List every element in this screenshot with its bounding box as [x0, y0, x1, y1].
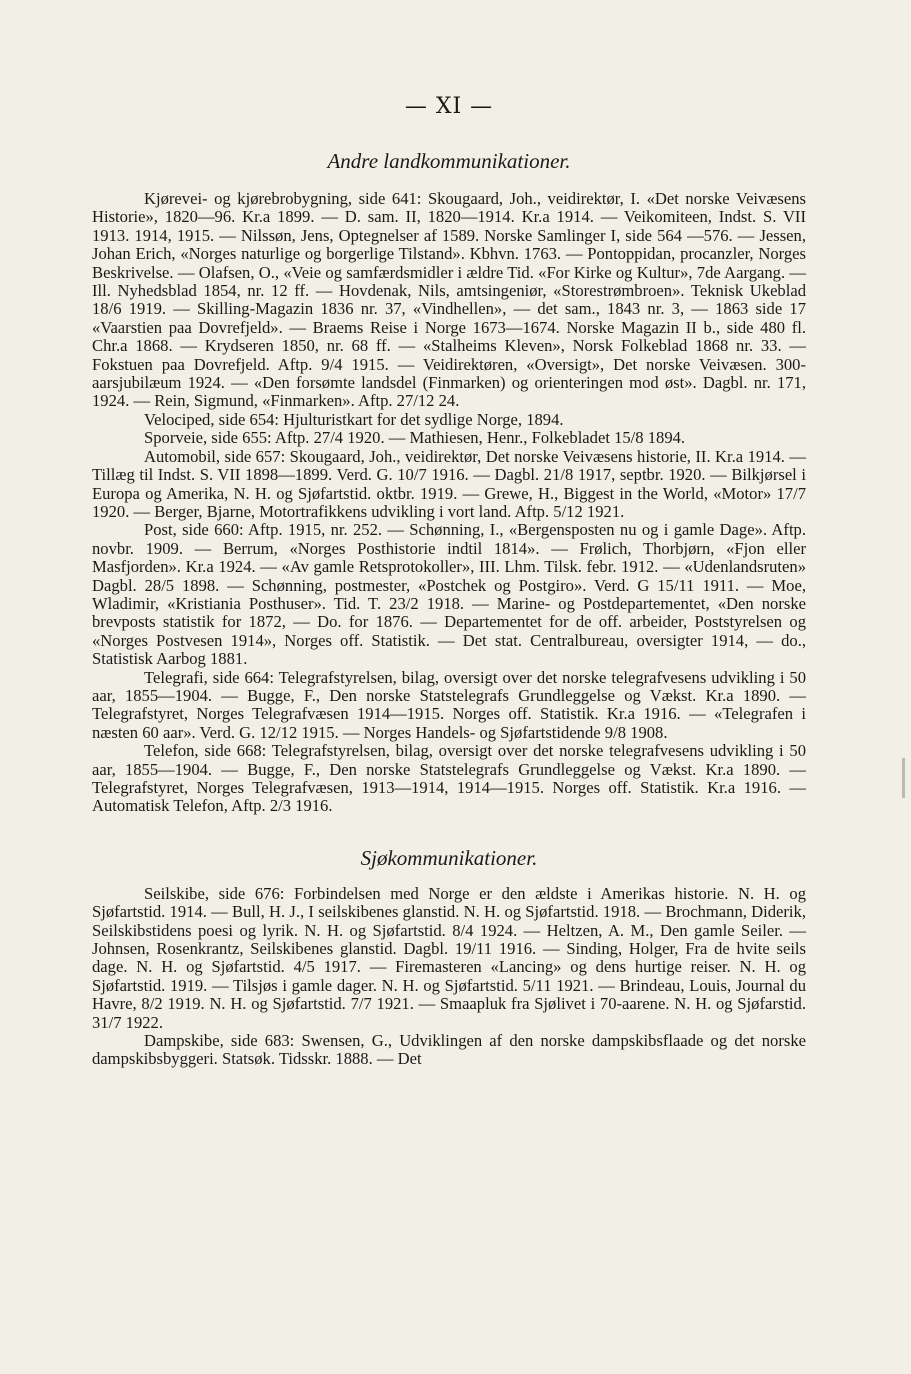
paragraph-dampskibe: Dampskibe, side 683: Swensen, G., Udviklingen af den norske dampskibsflaade og det norske dampskibsbyggeri. Statsøk. Tidsskr. 1888. — Det [92, 1031, 806, 1069]
paragraph-post: Post, side 660: Aftp. 1915, nr. 252. — Schønning, I., «Bergensposten nu og i gamle Dage». Aftp. novbr. 1909. — Berrum, «Norges Posthistorie indtil 1814». — Frølich, Thorbjørn, «Fjon eller Masfjorden». Kr.a 1924. — «Av gamle Retsprotokoller», III. Lhm. Tilsk. febr. 1912. — «Udenlandsruten» Dagbl. 28/5 1898. — Schønning, postmester, «Postchek og Postgiro». Verd. G 15/11 1911. — Moe, Wladimir, «Kristiania Posthuser». Tid. T. 23/2 1918. — Marine- og Postdepartementet, «Den norske brevposts statistik for 1872, — Do. for 1876. — Departementet for de off. arbeider, Poststyrelsen og «Norges Postvesen 1914», Norges off. Statistik. — Det stat. Centralbureau, oversigter 1914, — do., Statistisk Aarbog 1881. [92, 520, 806, 669]
paragraph-automobil: Automobil, side 657: Skougaard, Joh., veidirektør, Det norske Veivæsens historie, II. Kr.a 1914. — Tillæg til Indst. S. VII 1898—1899. Verd. G. 10/7 1916. — Dagbl. 21/8 1917, septbr. 1920. — Bilkjørsel i Europa og Amerika, N. H. og Sjøfartstid. oktbr. 1919. — Grewe, H., Biggest in the World, «Motor» 17/7 1920. — Berger, Bjarne, Motortrafikkens udvikling i vort land. Aftp. 5/12 1921. [92, 446, 806, 521]
paragraph-kjorevei: Kjørevei- og kjørebrobygning, side 641: Skougaard, Joh., veidirektør, I. «Det norske Veivæsens Historie», 1820—96. Kr.a 1899. — D. sam. II, 1820—1914. Kr.a 1914. — Veikomiteen, Indst. S. VII 1913. 1914, 1915. — Nilssøn, Jens, Optegnelser af 1589. Norske Samlinger I, side 564 —576. — Jessen, Johan Erich, «Norges naturlige og borgerlige Tilstand». Kbhvn. 1763. — Pontoppidan, procanzler, Norges Beskrivelse. — Olafsen, O., «Veie og samfærdsmidler i ældre Tid. «For Kirke og Kultur», 7de Aargang. — Ill. Nyhedsblad 1854, nr. 12 ff. — Hovdenak, Nils, amtsingeniør, «Storestrømbroen». Teknisk Ukeblad 18/6 1919. — Skilling-Magazin 1836 nr. 37, «Vindhellen», — det sam., 1843 nr. 3, — 1863 side 17 «Vaarstien paa Dovrefjeld». — Braems Reise i Norge 1673—1674. Norske Magazin II b., side 480 fl. Chr.a 1868. — Krydseren 1850, nr. 68 ff. — «Stalheims Kleven», Norsk Folkeblad 1868 nr. 33. — Fokstuen paa Dovrefjeld. Aftp. 9/4 1915. — Veidirektøren, «Oversigt», Det norske Veivæsen. 300-aarsjubilæum 1924. — «Den forsømte landsdel (Finmarken) og orienteringen mod øst». Dagbl. nr. 171, 1924. — Rein, Sigmund, «Finmarken». Aftp. 27/12 24. [92, 189, 806, 411]
section-title-sea: Sjøkommunikationer. [360, 845, 538, 870]
paragraph-seilskibe: Seilskibe, side 676: Forbindelsen med Norge er den ældste i Amerikas historie. N. H. og Sjøfartstid. 1914. — Bull, H. J., I seilskibenes glanstid. N. H. og Sjøfartstid. 1918. — Brochmann, Diderik, Seilskibstidens poesi og lyrik. N. H. og Sjøfartstid. 8/4 1924. — Heltzen, A. M., Den gamle Seiler. — Johnsen, Rosenkrantz, Seilskibenes glanstid. Dagbl. 19/11 1916. — Sinding, Holger, Fra de hvite seils dage. N. H. og Sjøfartstid. 4/5 1917. — Firemasteren «Lancing» og dens hurtige reiser. N. H. og Sjøfartstid. 1919. — Tilsjøs i gamle dager. N. H. og Sjøfartstid. 5/11 1921. — Brindeau, Louis, Journal du Havre, 8/2 1919. N. H. og Sjøfartstid. 7/7 1921. — Smaapluk fra Sjølivet i 70-aarene. N. H. og Sjøfarstid. 31/7 1922. [92, 883, 806, 1032]
page-edge-mark [902, 758, 905, 798]
paragraph-telegrafi: Telegrafi, side 664: Telegrafstyrelsen, bilag, oversigt over det norske telegrafvesens udvikling i 50 aar, 1855—1904. — Bugge, F., Den norske Statstelegrafs Grundleggelse og Vækst. Kr.a 1890. — Telegrafstyret, Norges Telegrafvæsen 1914—1915. Norges off. Statistik. Kr.a 1916. — «Telegrafen i næsten 60 aar». Verd. G. 12/12 1915. — Norges Handels- og Sjøfartstidende 9/8 1908. [92, 667, 806, 742]
section-title-land: Andre landkommunikationer. [327, 149, 571, 173]
page-number: — XI — [404, 94, 494, 119]
paragraph-telefon: Telefon, side 668: Telegrafstyrelsen, bilag, oversigt over det norske telegrafvesens udvikling i 50 aar, 1855—1904. — Bugge, F., Den norske Statstelegrafs Grundleggelse og Vækst. Kr.a 1890. — Telegrafstyret, Norges Telegrafvæsen, 1913—1914, 1914—1915. Norges off. Statistik. Kr.a 1916. — Automatisk Telefon, Aftp. 2/3 1916. [92, 741, 806, 816]
paragraph-sporveie: Sporveie, side 655: Aftp. 27/4 1920. — Mathiesen, Henr., Folkebladet 15/8 1894. [144, 428, 686, 448]
paragraph-velociped: Velociped, side 654: Hjulturistkart for det sydlige Norge, 1894. [144, 409, 564, 429]
